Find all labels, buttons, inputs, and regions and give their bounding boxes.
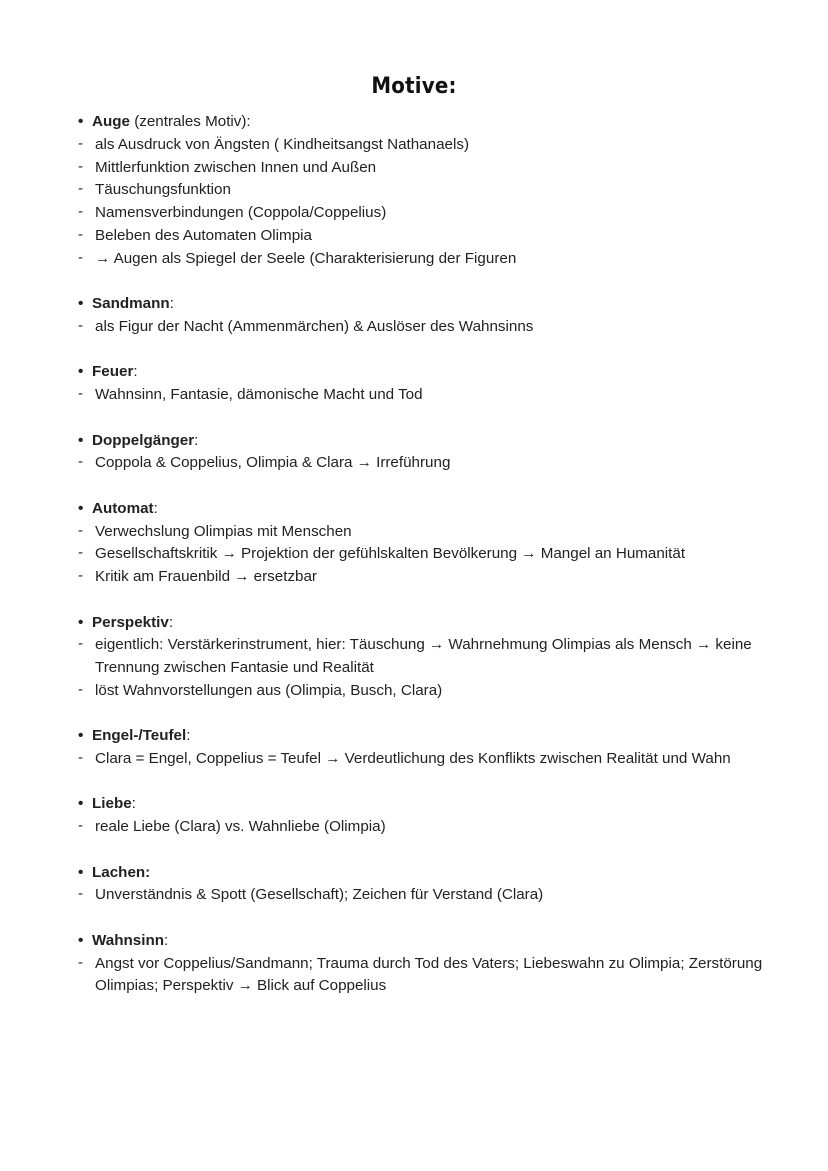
motif-items <box>78 134 778 271</box>
list-item <box>78 316 778 339</box>
list-item-text: Kritik am Frauenbild → ersetzbar <box>95 568 317 586</box>
motif-items <box>78 816 778 839</box>
motif-suffix: : <box>133 363 138 381</box>
bullet-icon: • <box>78 295 84 313</box>
motif-name: Sandmann <box>92 295 170 313</box>
list-item <box>78 384 778 407</box>
list-item-text: Angst vor Coppelius/Sandmann; Trauma durch Tod des Vaters; Liebeswahn zu Olimpia; Zerstörung Olimpias; Perspektiv → Blick auf Coppelius <box>95 954 763 995</box>
motif-suffix: : <box>168 613 174 631</box>
motif-items <box>78 953 778 999</box>
list-item <box>78 157 778 180</box>
motif-suffix: : <box>169 295 174 313</box>
motif-name: Lachen: <box>92 863 151 881</box>
dash-icon: - <box>78 953 84 971</box>
dash-icon: - <box>78 203 84 221</box>
list-item <box>78 543 778 566</box>
motif-items <box>78 884 778 907</box>
list-item-text: Clara = Engel, Coppelius = Teufel → Verdeutlichung des Konflikts zwischen Realität und Wahn <box>95 750 731 768</box>
motif-list-container <box>78 111 778 1021</box>
motif-section <box>78 293 778 339</box>
list-item-text: reale Liebe (Clara) vs. Wahnliebe (Olimpia) <box>95 818 386 836</box>
dash-icon: - <box>78 521 84 539</box>
dash-icon: - <box>78 248 84 266</box>
list-item <box>78 748 778 771</box>
bullet-icon: • <box>78 863 84 881</box>
motif-name: Automat <box>92 499 154 517</box>
motif-heading <box>78 793 778 816</box>
dash-icon: - <box>78 817 84 835</box>
list-item <box>78 452 778 475</box>
bullet-icon: • <box>78 613 84 631</box>
dash-icon: - <box>78 385 84 403</box>
motif-section <box>78 862 778 908</box>
motif-section <box>78 430 778 476</box>
list-item <box>78 816 778 839</box>
dash-icon: - <box>78 680 84 698</box>
dash-icon: - <box>78 225 84 243</box>
motif-name: Liebe <box>92 795 132 813</box>
motif-suffix: : <box>186 727 191 745</box>
bullet-icon: • <box>78 431 84 449</box>
list-item <box>78 521 778 544</box>
motif-heading <box>78 111 778 134</box>
motif-heading <box>78 612 778 635</box>
dash-icon: - <box>78 749 84 767</box>
list-item <box>78 134 778 157</box>
dash-icon: - <box>78 544 84 562</box>
list-item-text: als Ausdruck von Ängsten ( Kindheitsangst Nathanaels) <box>95 135 469 153</box>
bullet-icon: • <box>78 363 84 381</box>
motif-name: Feuer <box>92 363 134 381</box>
list-item-text: Wahnsinn, Fantasie, dämonische Macht und Tod <box>95 386 423 404</box>
motif-items <box>78 316 778 339</box>
bullet-icon: • <box>78 727 84 745</box>
bullet-icon: • <box>78 795 84 813</box>
list-item-text: Coppola & Coppelius, Olimpia & Clara → Irreführung <box>95 454 451 472</box>
dash-icon: - <box>78 567 84 585</box>
motif-heading <box>78 930 778 953</box>
motif-name: Perspektiv <box>92 613 169 631</box>
motif-heading <box>78 361 778 384</box>
list-item-text: löst Wahnvorstellungen aus (Olimpia, Busch, Clara) <box>95 681 443 699</box>
motif-name: Engel-/Teufel <box>92 727 187 745</box>
dash-icon: - <box>78 453 84 471</box>
list-item <box>78 884 778 907</box>
motif-name: Doppelgänger <box>92 431 195 449</box>
list-item-text: Beleben des Automaten Olimpia <box>95 226 312 244</box>
list-item <box>78 248 778 271</box>
dash-icon: - <box>78 635 84 653</box>
motif-suffix: : <box>194 431 199 449</box>
list-item-text: Namensverbindungen (Coppola/Coppelius) <box>95 204 387 222</box>
list-item <box>78 202 778 225</box>
dash-icon: - <box>78 134 84 152</box>
list-item <box>78 566 778 589</box>
bullet-icon: • <box>78 113 84 130</box>
motif-section <box>78 111 778 271</box>
motif-heading <box>78 430 778 453</box>
motif-section <box>78 793 778 839</box>
list-item-text: Täuschungsfunktion <box>95 181 231 199</box>
motif-section <box>78 361 778 407</box>
dash-icon: - <box>78 180 84 198</box>
bullet-icon: • <box>78 499 84 517</box>
list-item-text: Gesellschaftskritik → Projektion der gefühlskalten Bevölkerung → Mangel an Humanität <box>95 545 686 563</box>
list-item <box>78 179 778 202</box>
list-item <box>78 680 778 703</box>
bullet-icon: • <box>78 931 84 949</box>
list-item-text: Mittlerfunktion zwischen Innen und Außen <box>95 158 377 176</box>
motif-items <box>78 384 778 407</box>
motif-items <box>78 521 778 589</box>
dash-icon: - <box>78 157 84 175</box>
motif-name: Wahnsinn <box>92 931 164 949</box>
motif-suffix: : <box>153 499 158 517</box>
motif-heading <box>78 498 778 521</box>
list-item-text: Unverständnis & Spott (Gesellschaft); Zeichen für Verstand (Clara) <box>95 886 544 904</box>
motif-heading <box>78 725 778 748</box>
list-item <box>78 634 778 680</box>
page-title: Motive: <box>371 74 457 99</box>
motif-heading <box>78 293 778 316</box>
motif-section <box>78 498 778 589</box>
motif-suffix: (zentrales Motiv): <box>129 113 251 130</box>
motif-suffix: : <box>164 931 169 949</box>
motif-name: Auge <box>92 113 130 130</box>
list-item <box>78 953 778 999</box>
motif-items <box>78 634 778 702</box>
list-item-text: Verwechslung Olimpias mit Menschen <box>95 522 352 540</box>
motif-section <box>78 612 778 703</box>
motif-suffix: : <box>131 795 136 813</box>
list-item-text: als Figur der Nacht (Ammenmärchen) & Auslöser des Wahnsinns <box>95 317 534 335</box>
dash-icon: - <box>78 885 84 903</box>
motif-section <box>78 930 778 998</box>
motif-items <box>78 452 778 475</box>
motif-section <box>78 725 778 771</box>
list-item-text: → Augen als Spiegel der Seele (Charakterisierung der Figuren <box>95 249 517 267</box>
motif-items <box>78 748 778 771</box>
motif-heading <box>78 862 778 885</box>
list-item <box>78 225 778 248</box>
list-item-text: eigentlich: Verstärkerinstrument, hier: Täuschung → Wahrnehmung Olimpias als Mensch → keine Trennung zwischen Fantasie und Realität <box>95 636 752 677</box>
dash-icon: - <box>78 316 84 334</box>
